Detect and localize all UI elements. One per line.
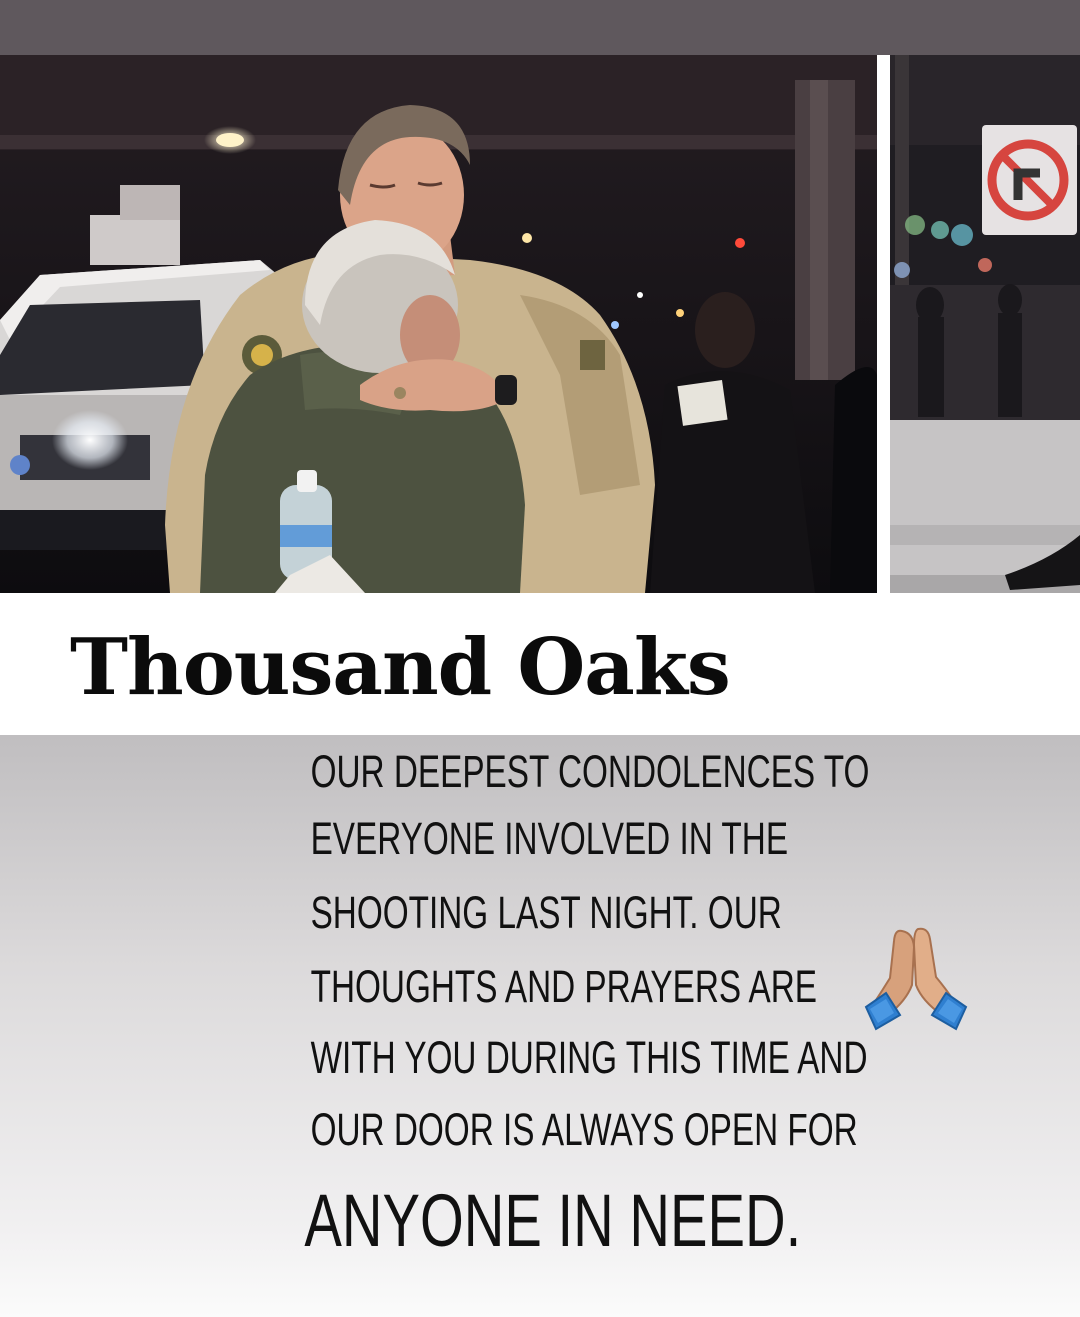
top-bar bbox=[0, 0, 1080, 55]
message-line: SHOOTING LAST NIGHT. OUR bbox=[310, 887, 782, 938]
message-line: OUR DOOR IS ALWAYS OPEN FOR bbox=[310, 1104, 858, 1155]
news-photo-street bbox=[890, 55, 1080, 593]
message-line: THOUGHTS AND PRAYERS ARE bbox=[310, 961, 817, 1012]
news-photo-embrace bbox=[0, 55, 877, 593]
message-line: WITH YOU DURING THIS TIME AND bbox=[310, 1032, 868, 1083]
headline-title: Thousand Oaks bbox=[70, 622, 730, 713]
message-closing-line: ANYONE IN NEED. bbox=[304, 1179, 802, 1262]
message-line: EVERYONE INVOLVED IN THE bbox=[310, 813, 789, 864]
folded-hands-icon bbox=[862, 923, 970, 1033]
photo-divider bbox=[877, 55, 890, 593]
message-line: OUR DEEPEST CONDOLENCES TO bbox=[310, 746, 870, 797]
